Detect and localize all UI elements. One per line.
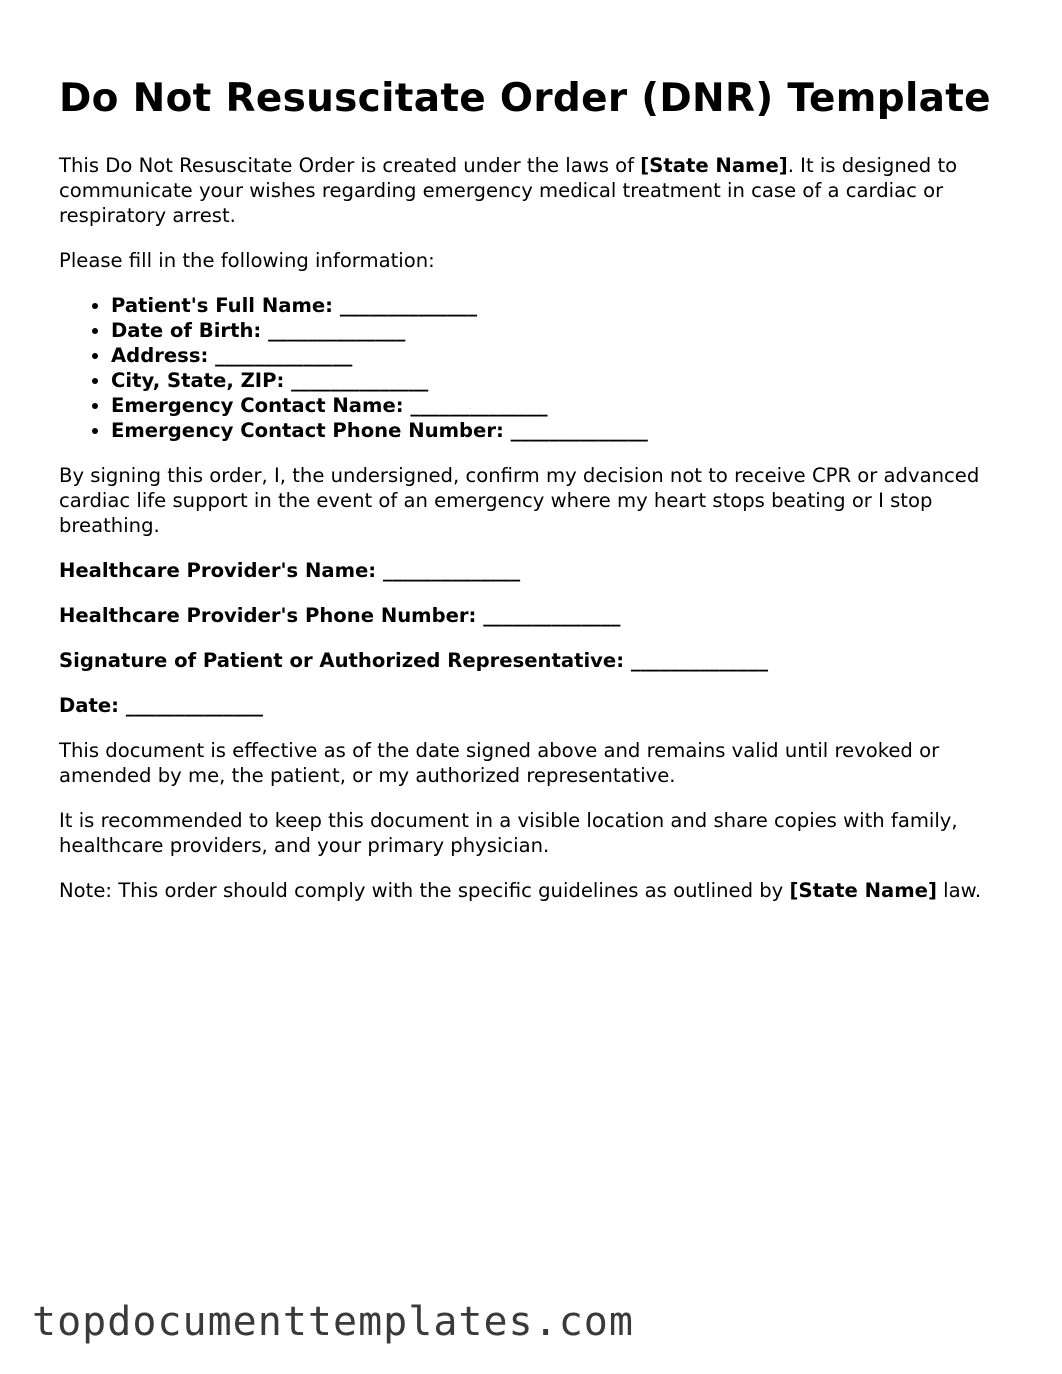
field-label: Date: [59, 694, 119, 717]
field-label: Emergency Contact Name: [111, 394, 404, 417]
field-label: Address: [111, 344, 209, 367]
list-item-address [111, 343, 1009, 368]
intro-state-placeholder: [State Name] [640, 154, 788, 177]
note-text-start: Note: This order should comply with the specific guidelines as outlined by [59, 879, 790, 902]
list-item-emergency-contact-phone [111, 418, 1009, 443]
field-label: Patient's Full Name: [111, 294, 333, 317]
intro-text-end: . It is designed to communicate your wishes regarding emergency medical treatment in case of a cardiac or respiratory arrest. [59, 154, 958, 227]
intro-text-start: This Do Not Resuscitate Order is created under the laws of [59, 154, 641, 177]
fill-prompt: Please fill in the following information: [59, 249, 435, 272]
note-text-end: law. [936, 879, 982, 902]
list-item-patient-name [111, 293, 1009, 318]
provider-name-field [59, 558, 1009, 583]
signature-field [59, 648, 1009, 673]
blank-line: ______________ [382, 559, 521, 582]
blank-line: ______________ [630, 649, 769, 672]
date-field [59, 693, 1009, 718]
field-label: City, State, ZIP: [111, 369, 285, 392]
field-label: Date of Birth: [111, 319, 262, 342]
blank-line: ______________ [125, 694, 263, 717]
document-title: Do Not Resuscitate Order (DNR) Template [59, 76, 991, 121]
blank-line: ______________ [410, 394, 548, 417]
blank-line: ______________ [268, 319, 406, 342]
consent-paragraph: By signing this order, I, the undersigned, confirm my decision not to receive CPR or advanced cardiac life support in the event of an emergency where my heart stops beating or I stop breathing. [59, 464, 980, 537]
list-item-date-of-birth [111, 318, 1009, 343]
blank-line: ______________ [215, 344, 353, 367]
document-page [59, 74, 1009, 923]
field-label: Healthcare Provider's Phone Number: [59, 604, 477, 627]
field-label: Healthcare Provider's Name: [59, 559, 377, 582]
list-item-emergency-contact-name [111, 393, 1009, 418]
note-paragraph [59, 878, 1009, 903]
recommendation-paragraph: It is recommended to keep this document in a visible location and share copies with family, healthcare providers, and your primary physician. [59, 809, 958, 857]
field-label: Signature of Patient or Authorized Representative: [59, 649, 625, 672]
blank-line: ______________ [291, 369, 429, 392]
list-item-city-state-zip [111, 368, 1009, 393]
provider-phone-field [59, 603, 1009, 628]
field-label: Emergency Contact Phone Number: [111, 419, 504, 442]
blank-line: ______________ [510, 419, 648, 442]
note-state-placeholder: [State Name] [789, 879, 937, 902]
blank-line: ______________ [339, 294, 477, 317]
intro-paragraph [59, 153, 1009, 228]
site-watermark: topdocumenttemplates.com [32, 1299, 634, 1345]
patient-info-list [59, 293, 1009, 443]
effective-paragraph: This document is effective as of the date signed above and remains valid until revoked or amended by me, the patient, or my authorized representative. [59, 739, 940, 787]
blank-line: ______________ [483, 604, 621, 627]
